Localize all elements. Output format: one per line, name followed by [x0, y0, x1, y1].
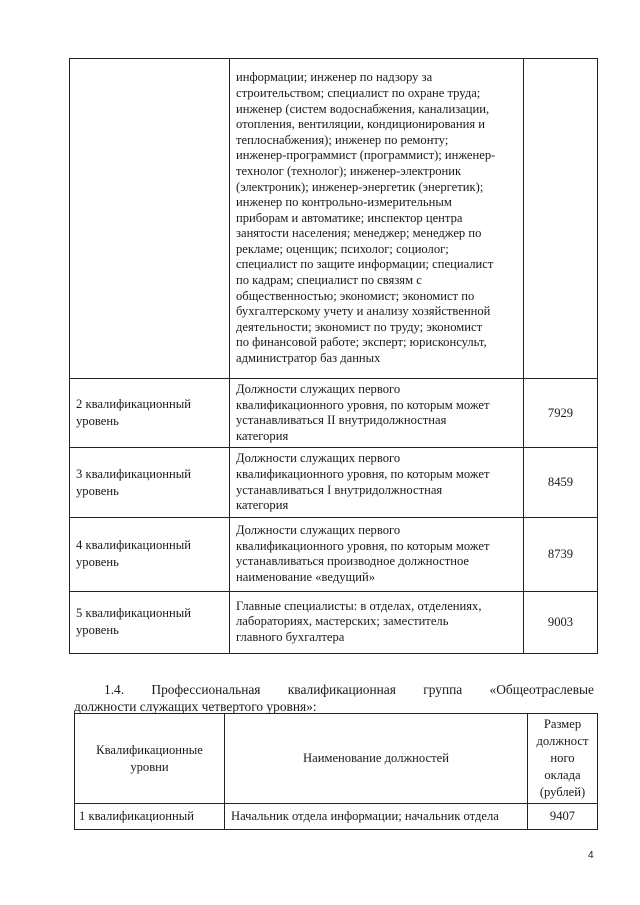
salary-cell: 9407 [528, 804, 598, 830]
table-header-row [75, 714, 598, 804]
level-cell: 1 квалификационный [75, 804, 225, 830]
salary-cell: 7929 [524, 379, 598, 448]
positions-cell: Должности служащих первого квалификационного уровня, по которым может устанавливаться производное должностное наименование «ведущий» [230, 517, 524, 591]
table-row [75, 804, 598, 830]
level-cell: 2 квалификационный уровень [70, 379, 230, 448]
positions-table-level4 [74, 713, 598, 830]
header-positions: Наименование должностей [225, 714, 528, 804]
positions-cell: Должности служащих первого квалификационного уровня, по которым может устанавливаться II внутридолжностная категория [230, 379, 524, 448]
salary-cell: 9003 [524, 591, 598, 653]
positions-cell: Главные специалисты: в отделах, отделениях, лабораториях, мастерских; заместитель главного бухгалтера [230, 591, 524, 653]
positions-table-continued [69, 58, 598, 654]
table-row [70, 448, 598, 517]
page-number: 4 [588, 850, 594, 861]
table-row [70, 591, 598, 653]
header-salary: Размер должност ного оклада (рублей) [528, 714, 598, 804]
level-cell: 4 квалификационный уровень [70, 517, 230, 591]
level-cell: 5 квалификационный уровень [70, 591, 230, 653]
table-row [70, 59, 598, 379]
salary-cell: 8739 [524, 517, 598, 591]
header-levels: Квалификационные уровни [75, 714, 225, 804]
positions-cell: Должности служащих первого квалификационного уровня, по которым может устанавливаться I внутридолжностная категория [230, 448, 524, 517]
positions-cell: Начальник отдела информации; начальник отдела [225, 804, 528, 830]
salary-cell [524, 59, 598, 379]
level-cell [70, 59, 230, 379]
section-heading: 1.4. Профессиональная квалификационная группа «Общеотраслевые должности служащих четвертого уровня»: [74, 682, 594, 714]
level-cell: 3 квалификационный уровень [70, 448, 230, 517]
table-row [70, 379, 598, 448]
table-row [70, 517, 598, 591]
salary-cell: 8459 [524, 448, 598, 517]
positions-cell: информации; инженер по надзору за строительством; специалист по охране труда; инженер (систем водоснабжения, канализации, отопления, вентиляции, кондиционирования и теплоснабжения); инженер по ремонту; инженер-программист (программист); инженер- технолог (технолог); инженер-электроник (электроник); инженер-энергетик (энергетик); инженер по контрольно-измерительным приборам и автоматике; инспектор центра занятости населения; менеджер; менеджер по рекламе; оценщик; психолог; социолог; специалист по защите информации; специалист по кадрам; специалист по связям с общественностью; экономист; экономист по бухгалтерскому учету и анализу хозяйственной деятельности; экономист по труду; экономист по финансовой работе; эксперт; юрисконсульт, администратор баз данных [230, 59, 524, 379]
